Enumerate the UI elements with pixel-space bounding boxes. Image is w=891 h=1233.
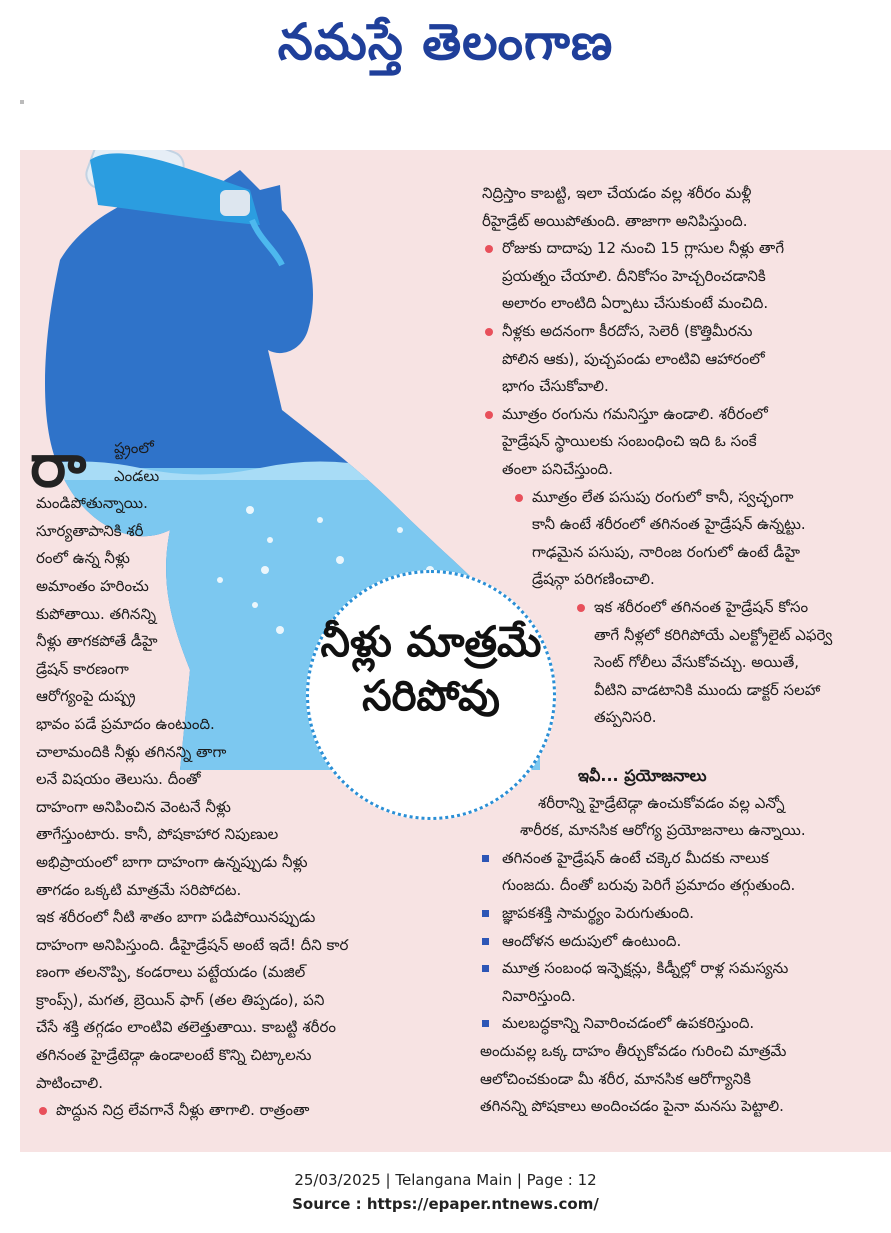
text-line: శరీరాన్ని హైడ్రేటెడ్గా ఉంచుకోవడం వల్ల ఎన్నో: [538, 793, 785, 812]
text-line: మండిపోతున్నాయి.: [36, 494, 148, 513]
text-line: కుపోతాయి. తగినన్ని: [36, 604, 157, 623]
text-line: గుంజదు. దీంతో బరువు పెరిగే ప్రమాదం తగ్గుతుంది.: [502, 876, 796, 895]
bullet-dot-icon: [485, 328, 493, 336]
text-line: నిద్రిస్తాం కాబట్టి, ఇలా చేయడం వల్ల శరీరం మళ్లీ: [482, 184, 752, 202]
footer-edition-info: 25/03/2025 | Telangana Main | Page : 12: [294, 1171, 597, 1189]
text-line: సూర్యతాపానికి శరీ: [36, 521, 144, 540]
text-line: ష్ట్రంలో: [114, 439, 154, 457]
text-line: తగినన్ని పోషకాలు అందించడం పైనా మనసు పెట్టాలి.: [480, 1097, 784, 1116]
text-line: రోజుకు దాదాపు 12 నుంచి 15 గ్లాసుల నీళ్లు తాగే: [502, 239, 785, 258]
text-line: తాగడం ఒక్కటి మాత్రమే సరిపోదట.: [36, 880, 242, 899]
text-line: మూత్రం రంగును గమనిస్తూ ఉండాలి. శరీరంలో: [502, 404, 768, 423]
bullet-dot-icon: [515, 494, 523, 502]
text-line: అమాంతం హరించు: [36, 576, 149, 595]
text-line: భాగం చేసుకోవాలి.: [502, 377, 609, 396]
bullet-dot-icon: [577, 604, 585, 612]
text-line: నీళ్లకు అదనంగా కీరదోస, సెలెరీ (కొత్తిమీరను: [502, 321, 753, 340]
text-line: చేసే శక్తి తగ్గడం లాంటివి తలెత్తుతాయి. కాబట్టి శరీరం: [36, 1018, 337, 1037]
text-line: ప్రయత్నం చేయాలి. దీనికోసం హెచ్చరించడానికి: [502, 266, 766, 285]
text-line: పోలిన ఆకు), పుచ్చపండు లాంటివి ఆహారంలో: [502, 349, 765, 368]
text-line: గాఢమైన పసుపు, నారింజ రంగులో ఉంటే డీహై: [532, 542, 800, 561]
text-line: ఆందోళన అదుపులో ఉంటుంది.: [502, 931, 682, 950]
bullet-square-icon: [482, 965, 489, 972]
bullet-dot-icon: [485, 411, 493, 419]
benefit-item: [480, 900, 870, 928]
text-line: కానీ ఉంటే శరీరంలో తగినంత హైడ్రేషన్ ఉన్నట్టు.: [532, 515, 806, 534]
header-mark: [20, 100, 24, 104]
headline-badge: [306, 570, 556, 820]
tip-bullet: [482, 235, 872, 318]
text-line: రీహైడ్రేట్ అయిపోతుంది. తాజాగా అనిపిస్తుంది.: [482, 211, 748, 230]
text-line: తాగేస్తుంటారు. కానీ, పోషకాహార నిపుణుల: [36, 825, 279, 844]
text-line: తగినంత హైడ్రేషన్ ఉంటే చక్కెర మీదకు నాలుక: [502, 848, 769, 867]
text-line: ఇక శరీరంలో తగినంత హైడ్రేషన్ కోసం: [594, 597, 809, 616]
text-line: క్రాంప్స్), మగత, బ్రెయిన్ ఫాగ్ (తల తిప్పడం), పని: [36, 990, 325, 1009]
tip-bullet: [574, 594, 872, 732]
tip-bullet: [36, 1097, 458, 1125]
text-line: ఎండలు: [114, 466, 160, 485]
text-line: చాలామందికి నీళ్లు తగినన్ని తాగా: [36, 742, 227, 761]
bullet-dot-icon: [485, 245, 493, 253]
text-line: దాహంగా అనిపించిన వెంటనే నీళ్లు: [36, 797, 231, 816]
text-line: లనే విషయం తెలుసు. దీంతో: [36, 770, 201, 789]
benefits-section: [480, 762, 870, 1121]
article-panel: [20, 150, 891, 1152]
text-line: నివారిస్తుంది.: [502, 986, 576, 1005]
text-line: పాటించాలి.: [36, 1073, 103, 1092]
text-line: సెంట్ గోలీలు వేసుకోవచ్చు. అయితే,: [594, 653, 800, 672]
text-line: వీటిని వాడటానికి ముందు డాక్టర్ సలహా: [594, 680, 821, 699]
text-line: ఆరోగ్యంపై దుష్ప్ర: [36, 687, 136, 706]
text-line: అందువల్ల ఒక్క దాహం తీర్చుకోవడం గురించి మాత్రమే: [480, 1041, 787, 1060]
text-line: జ్ఞాపకశక్తి సామర్థ్యం పెరుగుతుంది.: [502, 903, 695, 922]
newspaper-masthead: నమస్తే తెలంగాణ: [277, 13, 614, 71]
tip-bullet: [512, 484, 872, 594]
tip-bullet: [482, 401, 872, 484]
text-line: పొద్దున నిద్ర లేవగానే నీళ్లు తాగాలి. రాత్రంతా: [56, 1101, 310, 1120]
text-line: ఆలోచించకుండా మీ శరీర, మానసిక ఆరోగ్యానికి: [480, 1069, 751, 1088]
text-line: రంలో ఉన్న నీళ్లు: [36, 549, 130, 568]
text-line: ఇక శరీరంలో నీటి శాతం బాగా పడిపోయినప్పుడు: [36, 908, 316, 927]
text-line: హైడ్రేషన్ స్థాయిలకు సంబంధించి ఇది ఓ సంకే: [502, 432, 757, 451]
text-line: భావం పడే ప్రమాదం ఉంటుంది.: [36, 714, 215, 733]
text-line: దాహంగా అనిపిస్తుంది. డీహైడ్రేషన్ అంటే ఇదే! దీని కార: [36, 935, 349, 954]
text-line: డ్రేషన్గా పరిగణించాలి.: [532, 570, 655, 589]
text-line: మూత్రం లేత పసుపు రంగులో కానీ, స్వచ్ఛంగా: [532, 487, 794, 506]
footer-source: Source : https://epaper.ntnews.com/: [292, 1195, 599, 1213]
benefit-item: [480, 955, 870, 1010]
bullet-dot-icon: [39, 1107, 47, 1115]
text-line: తప్పనిసరి.: [594, 708, 657, 727]
page-footer: [0, 1168, 891, 1216]
bullet-square-icon: [482, 938, 489, 945]
bullet-square-icon: [482, 855, 489, 862]
benefit-item: [480, 1010, 870, 1038]
text-line: అలారం లాంటిది ఏర్పాటు చేసుకుంటే మంచిది.: [502, 294, 769, 313]
text-line: నీళ్లు తాగకపోతే డీహై: [36, 632, 158, 651]
article-headline: నీళ్లు మాత్రమే సరిపోవు: [320, 617, 542, 720]
benefit-item: [480, 845, 870, 900]
text-line: తగినంత హైడ్రేటెడ్గా ఉండాలంటే కొన్ని చిట్కాలను: [36, 1046, 312, 1065]
tip-bullet: [482, 318, 872, 401]
text-line: ణంగా తలనొప్పి, కండరాలు పట్టేయడం (మజిల్: [36, 963, 306, 982]
benefits-heading: ఇవీ... ప్రయోజనాలు: [578, 766, 707, 785]
text-line: మలబద్ధకాన్ని నివారించడంలో ఉపకరిస్తుంది.: [502, 1014, 755, 1033]
bullet-square-icon: [482, 910, 489, 917]
text-line: డ్రేషన్ కారణంగా: [36, 659, 129, 678]
bullet-square-icon: [482, 1020, 489, 1027]
drop-cap: రా: [30, 431, 87, 501]
benefit-item: [480, 928, 870, 956]
text-line: తాగే నీళ్లలో కరిగిపోయే ఎలక్ట్రోలైట్ ఎఫర్వె: [594, 625, 833, 644]
text-line: అభిప్రాయంలో బాగా దాహంగా ఉన్నప్పుడు నీళ్లు: [36, 852, 308, 871]
text-line: శారీరక, మానసిక ఆరోగ్య ప్రయోజనాలు ఉన్నాయి.: [520, 821, 806, 840]
text-line: మూత్ర సంబంధ ఇన్ఫెక్షన్లు, కిడ్నీల్లో రాళ్ల సమస్యను: [502, 959, 789, 978]
text-line: తంలా పనిచేస్తుంది.: [502, 459, 614, 478]
